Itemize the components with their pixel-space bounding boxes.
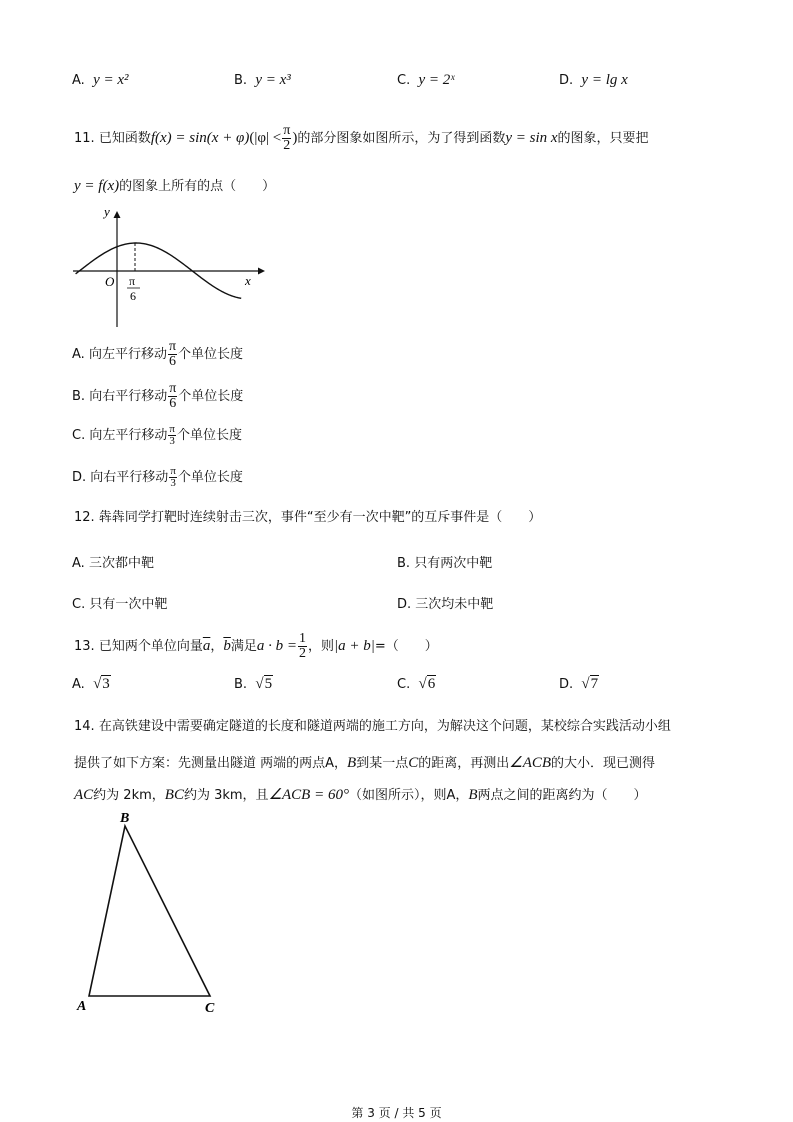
x-axis-label: x [245, 273, 251, 288]
tick-label-denominator: 6 [130, 289, 136, 303]
q14-number: 14. [74, 719, 95, 734]
q11-option-c-fraction: $\frac{\pi}{3}$ [169, 423, 175, 447]
q12-option-c: C. 只有一次中靶 [72, 597, 168, 612]
q11-option-b: B. 向右平行移动 $\frac{\pi}{6}$ 个单位长度 [72, 381, 244, 411]
q13-number: 13. [74, 639, 95, 654]
q11-option-b-fraction: $\frac{\pi}{6}$ [169, 381, 177, 411]
q11-stem: 11. 已知函数f(x) = sin(x + φ)(|φ| < $\frac{\pi}{2}$ )的部分图象如图所示，为了得到函数y = sin x的图象，只要把 [74, 123, 649, 153]
q13-option-c: C. √6 [397, 676, 436, 692]
vertex-a-label: A [77, 999, 87, 1014]
q13-abs-expr: |a + b| [334, 638, 375, 654]
q10-option-d: D. y = lg x [559, 72, 628, 88]
triangle-abc [89, 826, 210, 996]
y-axis-label: y [104, 204, 110, 219]
tick-label-numerator: π [129, 274, 136, 288]
q12-option-b: B. 只有两次中靶 [397, 556, 493, 571]
q13-option-d: D. √7 [559, 676, 599, 692]
q10-option-d-expr: y = lg x [581, 72, 628, 88]
x-axis-arrow [258, 268, 265, 275]
q12-stem: 12. 犇犇同学打靶时连续射击三次，事件“至少有一次中靶”的互斥事件是（ ） [74, 510, 542, 525]
q10-option-c: C. y = 2ˣ [397, 72, 455, 88]
q13-stem: 13. 已知两个单位向量$\overline{a}$，$\overline{b}$满足a · b = $\frac{1}{2}$ ，则|a + b|=（ ） [74, 631, 438, 661]
q11-function: f(x) = sin(x + φ) [150, 130, 250, 146]
q13-fraction: $\frac{1}{2}$ [299, 631, 306, 661]
page-footer: 第 3 页 / 共 5 页 [351, 1106, 442, 1120]
vector-a: $\overline{a}$ [202, 638, 211, 654]
q14-stem-line1: 14. 在高铁建设中需要确定隧道的长度和隧道两端的施工方向，为解决这个问题，某校综合实践活动小组 [74, 719, 671, 734]
vertex-b-label: B [120, 811, 130, 826]
q10-option-b-expr: y = x³ [255, 72, 291, 88]
q13-option-a: A. √3 [72, 676, 110, 692]
sqrt-3: √3 [93, 676, 110, 692]
q14-stem-line2: 提供了如下方案：先测量出隧道 两端的两点A，B到某一点C的距离，再测出∠ACB的大小．现已测得 [74, 755, 656, 771]
q11-option-d: D. 向右平行移动 $\frac{\pi}{3}$ 个单位长度 [72, 465, 243, 489]
q11-option-a: A. 向左平行移动 $\frac{\pi}{6}$ 个单位长度 [72, 339, 244, 369]
q13-option-b: B. √5 [234, 676, 273, 692]
q11-sine-graph [68, 202, 268, 334]
q12-option-d: D. 三次均未中靶 [397, 597, 494, 612]
q10-option-b: B. y = x³ [234, 72, 291, 88]
sqrt-5: √5 [255, 676, 273, 692]
y-axis-arrow [114, 211, 121, 218]
origin-label: O [105, 274, 115, 289]
q14-stem-line3: AC约为 2km，BC约为 3km，且∠ACB = 60°（如图所示），则A，B两点之间的距离约为（ ） [74, 787, 647, 803]
q11-stem-line2: y = f(x)的图象上所有的点（ ） [74, 178, 276, 194]
q10-option-c-expr: y = 2ˣ [418, 72, 455, 88]
q13-dot-product: a · b = [256, 638, 297, 654]
sqrt-7: √7 [581, 676, 599, 692]
q11-option-d-fraction: $\frac{\pi}{3}$ [170, 465, 176, 489]
q12-option-a: A. 三次都中靶 [72, 556, 154, 571]
q11-number: 11. [74, 131, 95, 146]
q10-option-a: A. y = x² [72, 72, 129, 88]
q11-option-c: C. 向左平行移动 $\frac{\pi}{3}$ 个单位长度 [72, 423, 242, 447]
sqrt-6: √6 [418, 676, 436, 692]
vertex-c-label: C [205, 1001, 215, 1016]
q10-option-a-expr: y = x² [93, 72, 129, 88]
q11-option-a-fraction: $\frac{\pi}{6}$ [168, 339, 177, 369]
vector-b: $\overline{b}$ [223, 638, 231, 654]
q14-triangle-figure [70, 806, 230, 1018]
q12-number: 12. [74, 510, 95, 525]
q11-condition-fraction: $\frac{\pi}{2}$ [283, 123, 291, 153]
